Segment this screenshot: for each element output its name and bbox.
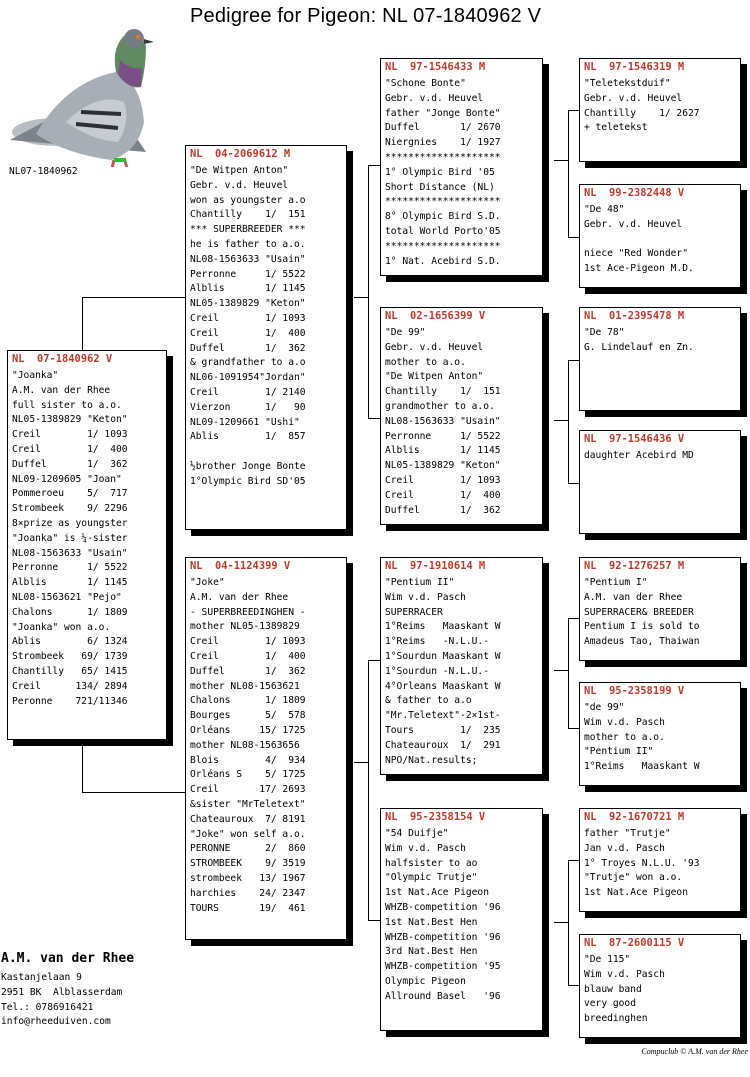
card-text-line: Peronne 721/11346: [12, 695, 128, 707]
card-text-line: Gebr. v.d. Heuvel: [584, 92, 683, 104]
card-text-line: "De 99": [385, 327, 426, 338]
card-text-line: WHZB-competition '95: [385, 961, 501, 973]
card-text-line: "Joanka": [12, 370, 59, 381]
connector: [568, 360, 569, 483]
card-text-line: Duffel 1/ 362: [12, 458, 128, 470]
card-text-line: Chalons 1/ 1809: [12, 606, 128, 618]
connector: [568, 860, 569, 985]
card-text-line: "Joke": [190, 577, 225, 588]
card-text-line: Gebr. v.d. Heuvel: [385, 92, 484, 104]
card-text-line: Perronne 1/ 5522: [12, 562, 128, 574]
card-text-line: Ablis 1/ 857: [190, 431, 306, 443]
card-text-line: 4°Orleans Maaskant W: [385, 680, 501, 692]
ggp-card-mfm[interactable]: [579, 682, 741, 786]
card-text-line: "Joanka" is ¼-sister: [12, 532, 128, 544]
card-text-line: "Pentium II": [584, 746, 654, 758]
card-text-line: Wim v.d. Pasch: [385, 591, 466, 603]
paternal-grandfather-card[interactable]: [380, 58, 543, 276]
card-text-line: mother NL05-1389829: [190, 621, 300, 633]
ring-number: NL 02-1656399 V: [385, 310, 486, 322]
card-text-line: - SUPERBREEDINGHEN -: [190, 606, 306, 618]
card-text-line: 1°Reims Maaskant W: [584, 761, 700, 773]
card-text-line: very good: [584, 998, 636, 1010]
card-text-line: mother to a.o.: [385, 356, 466, 368]
card-text-line: NL08-1563621 "Pejo": [12, 591, 122, 603]
card-text-line: Gebr. v.d. Heuvel: [190, 179, 289, 191]
card-text-line: 1°Sourdun Maaskant W: [385, 650, 501, 662]
connector: [554, 160, 568, 161]
card-text-line: G. Lindelauf en Zn.: [584, 341, 694, 353]
maternal-grandfather-card[interactable]: [380, 557, 543, 775]
card-text-line: he is father to a.o.: [190, 238, 306, 250]
card-text-line: WHZB-competition '96: [385, 931, 501, 943]
card-text-line: NL08-1563633 "Usain": [12, 547, 128, 559]
card-text-line: Allround Basel '96: [385, 990, 501, 1002]
card-text-line: Perronne 1/ 5522: [385, 430, 501, 442]
ring-number: NL 99-2382448 V: [584, 187, 685, 199]
card-text-line: A.M. van der Rhee: [584, 591, 683, 603]
card-text-line: "de 99": [584, 702, 625, 713]
card-text-line: ********************: [385, 196, 501, 208]
card-text-line: Wim v.d. Pasch: [584, 716, 665, 728]
ring-number: NL 97-1546433 M: [385, 61, 486, 73]
connector: [554, 670, 568, 671]
connector: [368, 165, 369, 418]
card-text-line: "De 115": [584, 954, 631, 965]
card-text-line: father "Jonge Bonte": [385, 107, 501, 119]
card-text-line: "Pentium I": [584, 577, 648, 588]
card-text-line: won as youngster a.o: [190, 194, 306, 206]
card-text-line: Gebr. v.d. Heuvel: [584, 218, 683, 230]
card-text-line: halfsister to ao: [385, 857, 478, 869]
card-text-line: TOURS 19/ 461: [190, 902, 306, 914]
card-text-line: Creil 1/ 1093: [190, 312, 306, 324]
card-text-line: A.M. van der Rhee: [190, 591, 289, 603]
card-text-line: harchies 24/ 2347: [190, 887, 306, 899]
card-text-line: daughter Acebird MD: [584, 450, 694, 461]
card-text-line: "De 78": [584, 327, 625, 338]
card-text-line: Creil 134/ 2894: [12, 680, 128, 692]
card-text-line: NL06-1091954"Jordan": [190, 372, 306, 384]
card-text-line: Duffel 1/ 362: [190, 342, 306, 354]
connector: [354, 762, 368, 763]
owner-phone: Tel.: 0786916421: [1, 1001, 94, 1013]
card-text-line: 3rd Nat.Best Hen: [385, 946, 478, 958]
card-text-line: "Joanka" won a.o.: [12, 621, 111, 633]
card-text-line: Chantilly 1/ 151: [385, 386, 501, 398]
card-text-line: Creil 1/ 1093: [385, 474, 501, 486]
card-text-line: + teletekst: [584, 122, 648, 134]
pigeon-photo: [6, 12, 156, 167]
card-text-line: 1° Troyes N.L.U. '93: [584, 857, 700, 869]
card-text-line: Duffel 1/ 2670: [385, 122, 501, 134]
card-text-line: Niergnies 1/ 1927: [385, 137, 501, 149]
card-text-line: Jan v.d. Pasch: [584, 842, 665, 854]
connector: [568, 110, 569, 237]
ggp-card-fmf[interactable]: [579, 307, 741, 411]
card-text-line: Creil 1/ 400: [12, 443, 128, 455]
ring-number: NL 01-2395478 M: [584, 310, 685, 322]
card-text-line: Short Distance (NL): [385, 181, 495, 193]
card-text-line: 1st Ace-Pigeon M.D.: [584, 263, 694, 275]
card-text-line: 1° Olympic Bird '05: [385, 166, 495, 178]
card-text-line: grandmother to a.o.: [385, 400, 495, 412]
ring-number: NL 87-2600115 V: [584, 937, 685, 949]
card-text-line: Chantilly 1/ 151: [190, 209, 306, 221]
card-text-line: ½brother Jonge Bonte: [190, 460, 306, 472]
ring-number: NL 97-1546436 V: [584, 433, 685, 445]
card-text-line: "De Witpen Anton": [385, 371, 484, 383]
card-text-line: mother NL08-1563656: [190, 739, 300, 751]
card-text-line: strombeek 13/ 1967: [190, 872, 306, 884]
card-text-line: [190, 445, 346, 460]
ring-number: NL 92-1670721 M: [584, 811, 685, 823]
card-text-line: 1st Nat.Ace Pigeon: [584, 887, 688, 899]
card-text-line: "Trutje" won a.o.: [584, 872, 683, 884]
card-text-line: "54 Duifje": [385, 828, 449, 839]
card-text-line: "Joke" won self a.o.: [190, 828, 306, 840]
card-text-line: ********************: [385, 151, 501, 163]
connector: [554, 420, 568, 421]
card-text-line: Chalons 1/ 1809: [190, 695, 306, 707]
card-text-line: 1°Sourdun -N.L.U.-: [385, 665, 489, 677]
ring-number: NL 92-1276257 M: [584, 560, 685, 572]
card-text-line: Duffel 1/ 362: [190, 665, 306, 677]
card-text-line: [584, 233, 740, 248]
card-text-line: *** SUPERBREEDER ***: [190, 224, 306, 236]
owner-email[interactable]: info@rheeduiven.com: [1, 1016, 111, 1028]
card-text-line: NL08-1563633 "Usain": [385, 415, 501, 427]
ggp-card-mmm[interactable]: [579, 934, 741, 1038]
card-text-line: Perronne 1/ 5522: [190, 268, 306, 280]
card-text-line: Chantilly 65/ 1415: [12, 665, 128, 677]
card-text-line: Amadeus Tao, Thaiwan: [584, 636, 700, 648]
card-text-line: Duffel 1/ 362: [385, 504, 501, 516]
ring-number: NL 97-1910614 M: [385, 560, 486, 572]
card-text-line: NL05-1389829 "Keton": [190, 298, 306, 310]
card-text-line: "Teletekstduif": [584, 78, 671, 89]
card-text-line: &sister "MrTeletext": [190, 798, 306, 810]
card-text-line: Chateauroux 7/ 8191: [190, 813, 306, 825]
owner-block: [1, 951, 134, 1030]
card-text-line: Wim v.d. Pasch: [385, 842, 466, 854]
card-text-line: PERONNE 2/ 860: [190, 843, 306, 855]
card-text-line: SUPERRACER& BREEDER: [584, 606, 694, 618]
card-text-line: Bourges 5/ 578: [190, 710, 306, 722]
card-text-line: Pommeroeu 5/ 717: [12, 488, 128, 500]
card-text-line: STROMBEEK 9/ 3519: [190, 858, 306, 870]
pigeon-card[interactable]: [7, 350, 167, 740]
card-text-line: SUPERRACER: [385, 606, 443, 618]
card-text-line: A.M. van der Rhee: [12, 384, 111, 396]
card-text-line: Wim v.d. Pasch: [584, 968, 665, 980]
owner-address-street: Kastanjelaan 9: [1, 972, 82, 983]
card-text-line: Gebr. v.d. Heuvel: [385, 341, 484, 353]
card-text-line: 1°Reims Maaskant W: [385, 621, 501, 633]
connector: [82, 297, 186, 298]
card-text-line: Creil 1/ 1093: [12, 429, 128, 441]
page-title: Pedigree for Pigeon: NL 07-1840962 V: [190, 5, 542, 27]
card-text-line: 1° Nat. Acebird S.D.: [385, 255, 501, 267]
ggp-card-fmm[interactable]: [579, 430, 741, 534]
owner-name: A.M. van der Rhee: [1, 951, 135, 966]
card-text-line: NL05-1389829 "Keton": [12, 414, 128, 426]
connector: [554, 922, 568, 923]
ggp-card-mmf[interactable]: [579, 808, 741, 912]
card-text-line: Orléans 15/ 1725: [190, 724, 306, 736]
card-text-line: Creil 1/ 400: [190, 650, 306, 662]
card-text-line: Alblis 1/ 1145: [190, 283, 306, 295]
ggp-card-ffm[interactable]: [579, 184, 741, 288]
card-text-line: 1°Reims -N.L.U.-: [385, 636, 489, 648]
ring-number: NL 95-2358199 V: [584, 685, 685, 697]
card-text-line: 8×prize as youngster: [12, 517, 128, 529]
card-text-line: Creil 1/ 400: [190, 327, 306, 339]
card-text-line: niece "Red Wonder": [584, 248, 688, 260]
card-text-line: "Pentium II": [385, 577, 455, 588]
connector: [354, 297, 368, 298]
card-text-line: NL05-1389829 "Keton": [385, 460, 501, 472]
connector: [82, 792, 186, 793]
photo-caption: NL07-1840962: [9, 166, 78, 177]
owner-address-city: 2951 BK Alblasserdam: [1, 986, 123, 998]
card-text-line: Orléans S 5/ 1725: [190, 769, 306, 781]
card-text-line: 1st Nat.Ace Pigeon: [385, 887, 489, 899]
card-text-line: ********************: [385, 240, 501, 252]
card-text-line: Pentium I is sold to: [584, 621, 700, 633]
ggp-card-mff[interactable]: [579, 557, 741, 661]
ring-number: NL 95-2358154 V: [385, 811, 486, 823]
card-text-line: blauw band: [584, 983, 642, 995]
card-text-line: mother NL08-1563621: [190, 680, 300, 692]
connector: [568, 618, 569, 728]
card-text-line: 1st Nat.Best Hen: [385, 916, 478, 928]
card-text-line: Alblis 1/ 1145: [385, 445, 501, 457]
card-text-line: Strombeek 69/ 1739: [12, 651, 128, 663]
card-text-line: Vierzon 1/ 90: [190, 401, 306, 413]
connector: [368, 660, 369, 920]
card-text-line: Chateauroux 1/ 291: [385, 739, 501, 751]
footer-credit: Compuclub © A.M. van der Rhee: [641, 1047, 748, 1056]
card-text-line: Alblis 1/ 1145: [12, 577, 128, 589]
card-text-line: NL09-1209605 "Joan": [12, 473, 122, 485]
card-text-line: Creil 1/ 1093: [190, 636, 306, 648]
card-text-line: Chantilly 1/ 2627: [584, 107, 700, 119]
mother-card[interactable]: [185, 557, 347, 940]
ring-number: NL 04-1124399 V: [190, 560, 291, 572]
card-text-line: 8° Olympic Bird S.D.: [385, 211, 501, 223]
card-text-line: WHZB-competition '96: [385, 901, 501, 913]
card-text-line: Creil 17/ 2693: [190, 784, 306, 796]
card-text-line: mother to a.o.: [584, 731, 665, 743]
paternal-grandmother-card[interactable]: [380, 307, 543, 525]
card-text-line: & father to a.o: [385, 695, 472, 707]
card-text-line: breedinghen: [584, 1013, 648, 1025]
card-text-line: Olympic Pigeon: [385, 975, 466, 987]
maternal-grandmother-card[interactable]: [380, 808, 543, 1031]
card-text-line: NL08-1563633 "Usain": [190, 253, 306, 265]
card-text-line: Tours 1/ 235: [385, 724, 501, 736]
card-text-line: "De Witpen Anton": [190, 165, 289, 176]
card-text-line: "Olympic Trutje": [385, 872, 478, 884]
card-text-line: Ablis 6/ 1324: [12, 636, 128, 648]
card-text-line: "De 48": [584, 204, 625, 215]
card-text-line: Creil 1/ 400: [385, 489, 501, 501]
card-text-line: father "Trutje": [584, 828, 671, 839]
card-text-line: & grandfather to a.o: [190, 357, 306, 369]
ring-number: NL 04-2069612 M: [190, 148, 291, 160]
card-text-line: total World Porto'05: [385, 225, 501, 237]
card-text-line: Blois 4/ 934: [190, 754, 306, 766]
card-text-line: Creil 1/ 2140: [190, 386, 306, 398]
card-text-line: "Mr.Teletext"-2×1st-: [385, 710, 501, 722]
card-text-line: NL09-1209661 "Ushi": [190, 416, 300, 428]
card-text-line: NPO/Nat.results;: [385, 754, 478, 766]
father-card[interactable]: [185, 145, 347, 530]
ring-number: NL 07-1840962 V: [12, 353, 113, 365]
card-text-line: 1°Olympic Bird SD'05: [190, 475, 306, 487]
connector: [82, 297, 83, 350]
card-text-line: Strombeek 9/ 2296: [12, 503, 128, 515]
ring-number: NL 97-1546319 M: [584, 61, 685, 73]
connector: [82, 740, 83, 792]
ggp-card-fff[interactable]: [579, 58, 741, 162]
card-text-line: full sister to a.o.: [12, 399, 122, 411]
card-text-line: "Schone Bonte": [385, 78, 466, 89]
